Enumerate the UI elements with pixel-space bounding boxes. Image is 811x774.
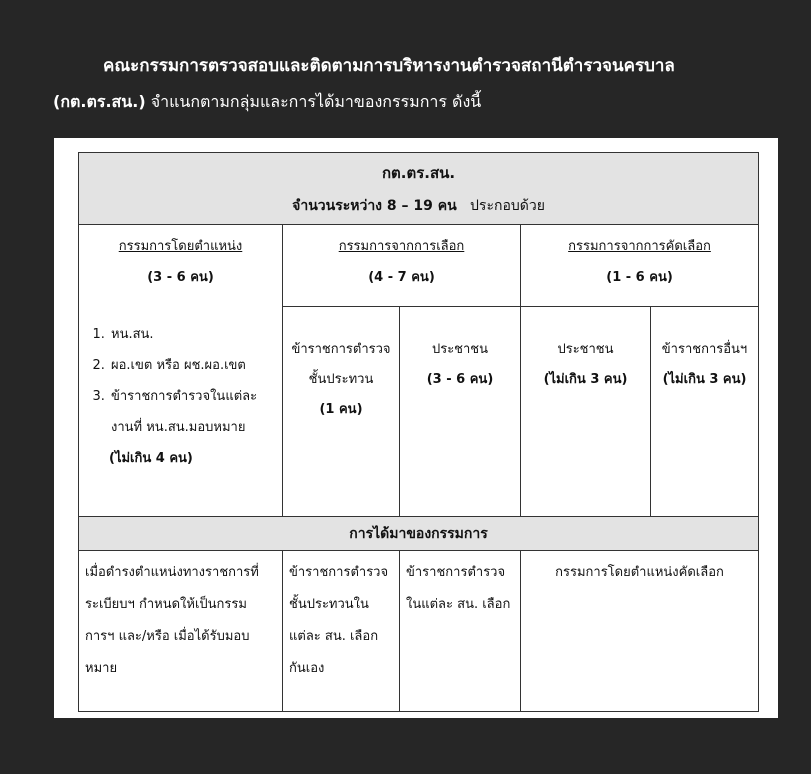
table-title: กต.ตร.สน.	[381, 163, 456, 182]
subgroup-count: (ไม่เกิน 3 คน)	[543, 372, 628, 387]
subgroup-line: ชั้นประทวน	[308, 372, 374, 387]
group-elected-cell	[283, 225, 521, 307]
table-title-cell	[79, 153, 759, 225]
intro-line-1: คณะกรรมการตรวจสอบและติดตามการบริหารงานตำรวจสถานีตำรวจนครบาล	[103, 56, 675, 76]
acquisition-header: การได้มาของกรรมการ	[79, 517, 759, 551]
list-item: 3. ข้าราชการตำรวจในแต่ละงานที่ หน.สน.มอบหมาย	[109, 381, 276, 443]
group-label: กรรมการโดยตำแหน่ง	[118, 239, 243, 254]
committee-table	[78, 152, 759, 712]
list-item: 2. ผอ.เขต หรือ ผช.ผอ.เขต	[109, 350, 276, 381]
subgroup-line: ประชาชน	[557, 342, 614, 357]
acquisition-public: ข้าราชการตำรวจในแต่ละ สน. เลือก	[400, 551, 521, 712]
group-label: กรรมการจากการเลือก	[338, 239, 465, 254]
ex-officio-list	[79, 287, 282, 474]
subgroup-count: (ไม่เกิน 3 คน)	[662, 372, 747, 387]
subgroup-count: (3 - 6 คน)	[426, 372, 494, 387]
intro-abbrev: (กต.ตร.สน.)	[53, 92, 146, 111]
subgroup-count: (1 คน)	[319, 402, 363, 417]
intro-rest: จำแนกตามกลุ่มและการได้มาของกรรมการ ดังนี้	[145, 92, 482, 111]
org-chart-frame	[54, 138, 778, 718]
acquisition-police: ข้าราชการตำรวจชั้นประทวนในแต่ละ สน. เลือกกันเอง	[283, 551, 400, 712]
group-ex-officio-cell	[79, 225, 283, 517]
group-count: (3 - 6 คน)	[147, 270, 214, 285]
table-subtitle: จำนวนระหว่าง 8 – 19 คน ประกอบด้วย	[292, 197, 545, 214]
subgroup-public-cell	[400, 307, 521, 517]
acquisition-ex-officio: เมื่อดำรงตำแหน่งทางราชการที่ระเบียบฯ กำหนดให้เป็นกรรมการฯ และ/หรือ เมื่อได้รับมอบหมาย	[79, 551, 283, 712]
ex-officio-limit: (ไม่เกิน 4 คน)	[109, 451, 193, 466]
list-item: 1. หน.สน.	[109, 319, 276, 350]
group-count: (4 - 7 คน)	[368, 270, 435, 285]
group-label: กรรมการจากการคัดเลือก	[568, 239, 711, 254]
subgroup-line: ข้าราชการอื่นฯ	[661, 342, 748, 357]
group-selected-cell	[521, 225, 759, 307]
subgroup-public-selected-cell	[521, 307, 651, 517]
intro-line-2	[53, 90, 481, 115]
subgroup-other-officials-cell	[651, 307, 759, 517]
group-count: (1 - 6 คน)	[606, 270, 673, 285]
subgroup-police-cell	[283, 307, 400, 517]
acquisition-selected: กรรมการโดยตำแหน่งคัดเลือก	[521, 551, 759, 712]
subgroup-line: ข้าราชการตำรวจ	[291, 342, 391, 357]
subgroup-line: ประชาชน	[431, 342, 489, 357]
